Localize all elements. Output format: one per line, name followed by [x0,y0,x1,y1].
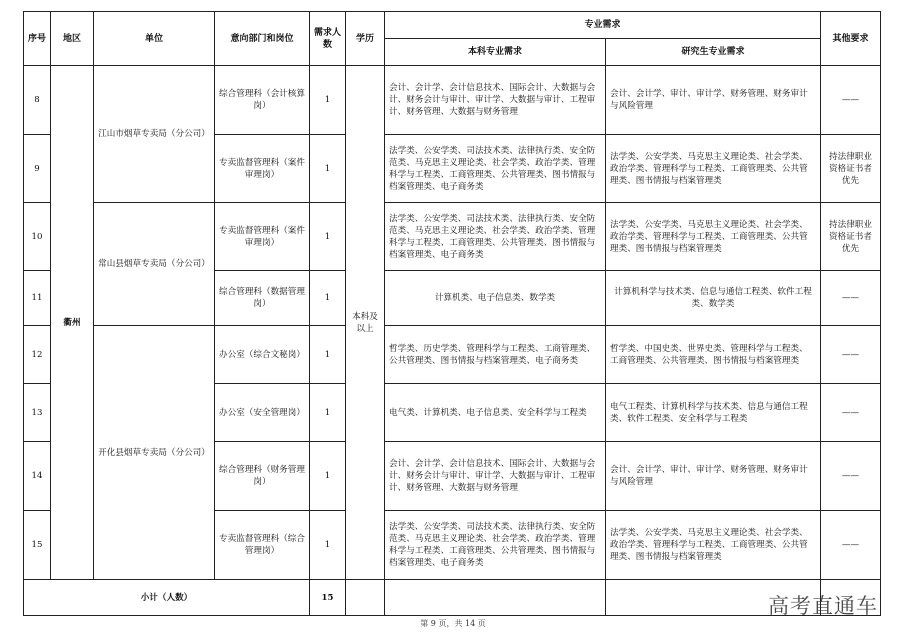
education-cell: 本科及以上 [346,66,385,580]
recruitment-table [23,11,881,616]
other-cell: —— [821,326,881,384]
count-cell: 1 [310,66,346,135]
other-cell: 持法律职业资格证书者优先 [821,135,881,203]
undergrad-cell: 电气类、计算机类、电子信息类、安全科学与工程类 [385,384,606,442]
seq-cell: 10 [24,203,51,271]
undergrad-cell: 哲学类、历史学类、管理科学与工程类、工商管理类、公共管理类、图书情报与档案管理类、电子商务类 [385,326,606,384]
subtotal-row [24,580,881,616]
grad-cell: 会计、会计学、审计、审计学、财务管理、财务审计与风险管理 [606,66,821,135]
header-seq: 序号 [24,12,51,66]
header-undergrad: 本科专业需求 [385,39,606,66]
watermark: 高考直通车 [768,594,878,618]
undergrad-cell: 会计、会计学、会计信息技术、国际会计、大数据与会计、财务会计与审计、审计学、大数据与审计、工程审计、财务管理、大数据与财务管理 [385,66,606,135]
header-grad: 研究生专业需求 [606,39,821,66]
dept-cell: 办公室（安全管理岗） [215,384,310,442]
dept-cell: 办公室（综合文秘岗） [215,326,310,384]
grad-cell: 计算机科学与技术类、信息与通信工程类、软件工程类、数学类 [606,271,821,326]
grad-cell: 法学类、公安学类、马克思主义理论类、社会学类、政治学类、管理科学与工程类、工商管理类、公共管理类、图书情报与档案管理类 [606,511,821,580]
table-row [24,203,881,271]
subtotal-label: 小计（人数） [24,580,310,616]
header-count: 需求人数 [310,12,346,66]
unit-cell-kaihua: 开化县烟草专卖局（分公司） [94,326,215,580]
header-region: 地区 [51,12,94,66]
count-cell: 1 [310,271,346,326]
header-dept: 意向部门和岗位 [215,12,310,66]
seq-cell: 14 [24,442,51,511]
other-cell: 持法律职业资格证书者优先 [821,203,881,271]
header-other: 其他要求 [821,12,881,66]
undergrad-cell: 法学类、公安学类、司法技术类、法律执行类、安全防范类、马克思主义理论类、社会学类、政治学类、管理科学与工程类、工商管理类、公共管理类、图书情报与档案管理类、电子商务类 [385,203,606,271]
page-footer: 第 9 页，共 14 页 [420,619,486,628]
seq-cell: 8 [24,66,51,135]
dept-cell: 专卖监督管理科（案件审理岗） [215,203,310,271]
header-unit: 单位 [94,12,215,66]
seq-cell: 12 [24,326,51,384]
count-cell: 1 [310,442,346,511]
undergrad-cell: 会计、会计学、会计信息技术、国际会计、大数据与会计、财务会计与审计、审计学、大数据与审计、工程审计、财务管理、大数据与财务管理 [385,442,606,511]
grad-cell: 法学类、公安学类、马克思主义理论类、社会学类、政治学类、管理科学与工程类、工商管理类、公共管理类、图书情报与档案管理类 [606,203,821,271]
seq-cell: 11 [24,271,51,326]
header-row-1 [24,12,881,39]
region-cell: 衢州 [51,66,94,580]
grad-cell: 哲学类、中国史类、世界史类、管理科学与工程类、工商管理类、公共管理类、图书情报与档案管理类 [606,326,821,384]
other-cell: —— [821,442,881,511]
count-cell: 1 [310,326,346,384]
count-cell: 1 [310,135,346,203]
grad-cell: 会计、会计学、审计、审计学、财务管理、财务审计与风险管理 [606,442,821,511]
unit-cell-changshan: 常山县烟草专卖局（分公司） [94,203,215,326]
table-row [24,326,881,384]
count-cell: 1 [310,511,346,580]
header-major: 专业需求 [385,12,821,39]
subtotal-empty-cell [385,580,606,616]
grad-cell: 电气工程类、计算机科学与技术类、信息与通信工程类、软件工程类、安全科学与工程类 [606,384,821,442]
subtotal-value: 15 [310,580,346,616]
count-cell: 1 [310,384,346,442]
dept-cell: 专卖监督管理科（综合管理岗） [215,511,310,580]
dept-cell: 综合管理科（会计核算岗） [215,66,310,135]
header-edu: 学历 [346,12,385,66]
subtotal-empty-cell [346,580,385,616]
seq-cell: 15 [24,511,51,580]
other-cell: —— [821,384,881,442]
dept-cell: 综合管理科（财务管理岗） [215,442,310,511]
undergrad-cell: 法学类、公安学类、司法技术类、法律执行类、安全防范类、马克思主义理论类、社会学类、政治学类、管理科学与工程类、工商管理类、公共管理类、图书情报与档案管理类、电子商务类 [385,511,606,580]
other-cell: —— [821,66,881,135]
grad-cell: 法学类、公安学类、马克思主义理论类、社会学类、政治学类、管理科学与工程类、工商管理类、公共管理类、图书情报与档案管理类 [606,135,821,203]
count-cell: 1 [310,203,346,271]
undergrad-cell: 法学类、公安学类、司法技术类、法律执行类、安全防范类、马克思主义理论类、社会学类、政治学类、管理科学与工程类、工商管理类、公共管理类、图书情报与档案管理类、电子商务类 [385,135,606,203]
undergrad-cell: 计算机类、电子信息类、数学类 [385,271,606,326]
recruitment-table-page [23,11,880,615]
other-cell: —— [821,511,881,580]
table-row [24,66,881,135]
seq-cell: 9 [24,135,51,203]
dept-cell: 综合管理科（数据管理岗） [215,271,310,326]
seq-cell: 13 [24,384,51,442]
other-cell: —— [821,271,881,326]
dept-cell: 专卖监督管理科（案件审理岗） [215,135,310,203]
unit-cell-jiangshan: 江山市烟草专卖局（分公司） [94,66,215,203]
